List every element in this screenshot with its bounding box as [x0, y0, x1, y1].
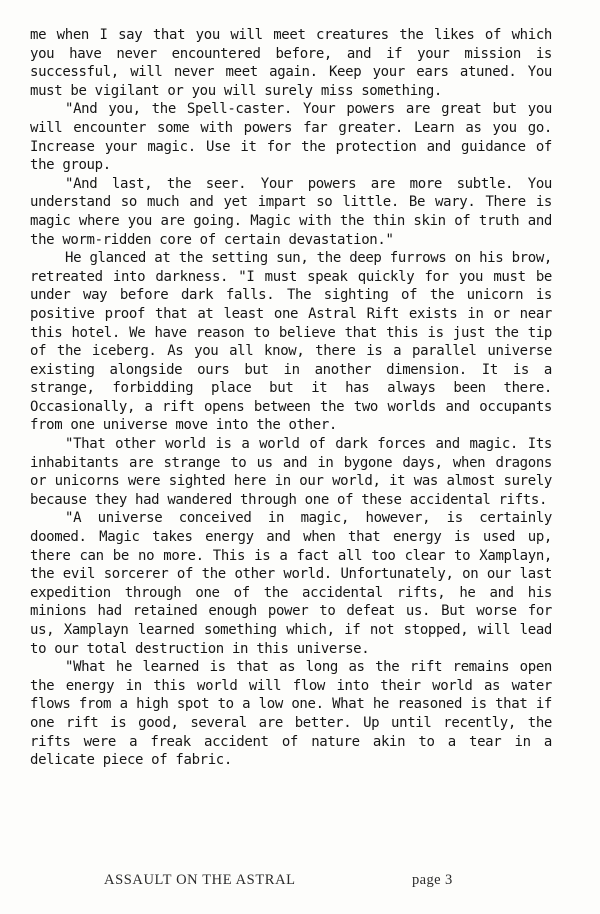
- paragraph-2: "And you, the Spell-caster. Your powers are great but you will encounter some with powers far greater. Learn as you go. Increase your magic. Use it for the protection and guidance of the group.: [30, 101, 552, 174]
- paragraph-3: "And last, the seer. Your powers are more subtle. You understand so much and yet impart so little. Be wary. There is magic where you are going. Magic with the thin skin of truth and the worm-ridden core of certain devastation.": [30, 175, 552, 248]
- paragraph-4: He glanced at the setting sun, the deep furrows on his brow, retreated into darkness. "I must speak quickly for you must be under way before dark falls. The sighting of the unicorn is positive proof that at least one Astral Rift exists in or near this hotel. We have reason to believe that this is just the tip of the iceberg. As you all know, there is a parallel universe existing alongside ours but in another dimension. It is a strange, forbidding place but it has always been there. Occasionally, a rift opens between the two worlds and occupants from one universe move into the other.: [30, 250, 552, 434]
- page-number: page 3: [412, 872, 453, 888]
- paragraph-6: "A universe conceived in magic, however, is certainly doomed. Magic takes energy and when that energy is used up, there can be no more. This is a fact all too clear to Xamplayn, the evil sorcerer of the other world. Unfortunately, on our last expedition through one of the accidental rifts, he and his minions had retained enough power to defeat us. But worse for us, Xamplayn learned something which, if not stopped, will lead to our total destruction in this universe.: [30, 510, 552, 657]
- paragraph-7: "What he learned is that as long as the rift remains open the energy in this world will flow into their world as water flows from a high spot to a low one. What he reasoned is that if one rift is good, several are better. Up until recently, the rifts were a freak accident of nature akin to a tear in a delicate piece of fabric.: [30, 659, 552, 769]
- body-text: [30, 26, 552, 770]
- paragraph-5: "That other world is a world of dark forces and magic. Its inhabitants are strange to us and in bygone days, when dragons or unicorns were sighted here in our world, it was almost surely because they had wandered through one of these accidental rifts.: [30, 436, 552, 508]
- footer-title: ASSAULT ON THE ASTRAL: [104, 872, 296, 888]
- paragraph-1: me when I say that you will meet creatures the likes of which you have never encountered before, and if your mission is successful, will never meet again. Keep your ears atuned. You must be vigilant or you will surely miss something.: [30, 27, 552, 99]
